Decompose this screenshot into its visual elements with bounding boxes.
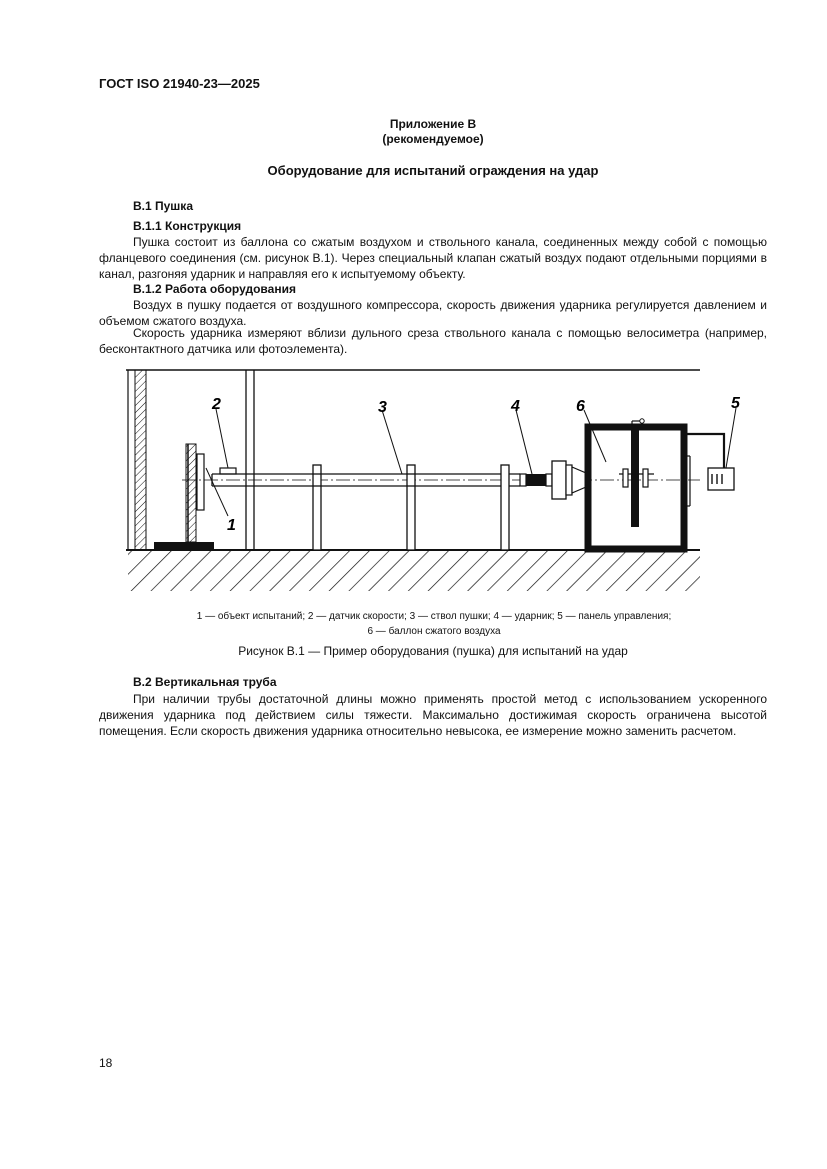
section-b1-heading: В.1 Пушка [133,199,193,213]
section-b2-text: При наличии трубы достаточной длины можно применять простой метод с использованием ускоренного движения ударника под действием силы тяжести. Максимально достижимая скорость ограничена высотой помещения. Если скорость движения ударника относительно невысока, ее измерение можно заменить расчетом. [99,692,767,738]
section-b11-text: Пушка состоит из баллона со сжатым воздухом и ствольного канала, соединенных между собой с помощью фланцевого соединения (см. рисунок В.1). Через специальный клапан сжатый воздух подают отдельными порциями в канал, разгоняя ударник и направляя его к испытуемому объекту. [99,235,767,281]
section-b12-heading: В.1.2 Работа оборудования [133,282,296,296]
velocity-sensor [220,468,236,474]
leader-3 [382,410,402,474]
leader-5 [726,408,736,468]
label-6: 6 [576,398,585,415]
document-code: ГОСТ ISO 21940-23—2025 [99,76,260,91]
leader-1 [206,468,228,516]
annex-main-title: Оборудование для испытаний ограждения на удар [267,163,599,178]
figure-legend-line2: 6 — баллон сжатого воздуха [367,626,501,637]
barrel-support-3 [501,465,509,550]
section-b12-text2: Скорость ударника измеряют вблизи дульного среза ствольного канала с помощью велосиметра (например, бесконтактного датчика или фотоэлемента). [99,326,767,356]
floor-hatching [128,551,700,591]
test-object-base [154,542,214,550]
test-object-guard [186,444,196,542]
barrel-support-1 [313,465,321,550]
figure-legend-line1: 1 — объект испытаний; 2 — датчик скорости; 3 — ствол пушки; 4 — ударник; 5 — панель управления; [196,611,672,622]
test-object-plate [197,454,204,510]
section-b2-heading: В.2 Вертикальная труба [133,675,277,689]
label-2: 2 [212,396,221,413]
label-4: 4 [511,398,520,415]
label-3: 3 [378,399,387,416]
barrel-support-2 [407,465,415,550]
flange-left [552,461,566,499]
tank-valve-rod [631,430,639,527]
leader-4 [516,410,532,474]
leader-2 [216,409,228,468]
section-b12-text1: Воздух в пушку подается от воздушного компрессора, скорость движения ударника регулируется давлением и объемом сжатого воздуха. [99,298,767,328]
section-b11-heading: В.1.1 Конструкция [133,219,242,233]
page-number: 18 [99,1056,113,1070]
figure-legend [130,609,738,639]
left-wall [135,370,146,550]
label-5: 5 [731,395,740,412]
annex-subtitle: (рекомендуемое) [382,132,484,146]
striker [526,474,546,486]
annex-title: Приложение В [389,117,477,131]
figure-b1-diagram [120,364,740,598]
figure-caption: Рисунок В.1 — Пример оборудования (пушка) для испытаний на удар [238,644,628,658]
label-1: 1 [227,517,236,534]
flange-cone [572,467,586,493]
